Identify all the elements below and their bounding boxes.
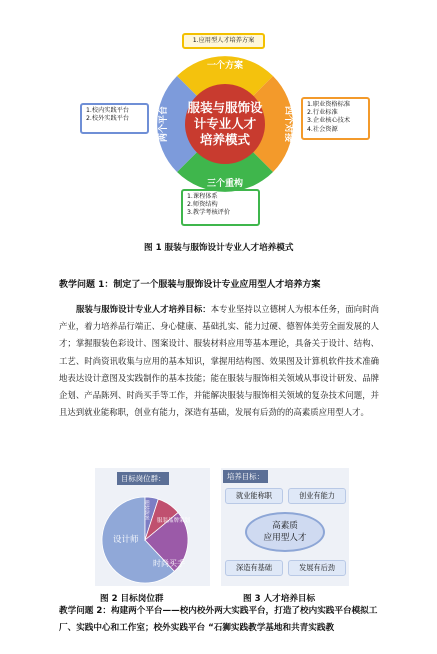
pie-label-2: 服装品牌策划 — [157, 518, 191, 524]
goal-lead: 服装与服饰设计专业人才培养目标： — [76, 304, 211, 314]
goal-item: 就业能称职 — [225, 488, 283, 504]
figure-3-caption: 图 3 人才培养目标 — [243, 594, 316, 604]
job-pie-chart — [95, 478, 210, 586]
platform-item: 1.校内实践平台 — [86, 107, 130, 114]
ring-label-left: 两个平台 — [159, 105, 169, 143]
platform-box — [80, 103, 149, 134]
pie-label-3: 服装陈列 — [143, 500, 149, 521]
goal-item: 深造有基础 — [225, 560, 283, 576]
reconstruct-item: 2.师资结构 — [187, 201, 218, 209]
center-text-line: 计专业人才 — [193, 116, 257, 131]
section-1-paragraph — [59, 301, 379, 421]
talent-oval — [245, 512, 325, 552]
center-text-line: 培养模式 — [199, 132, 251, 147]
reconstruct-item: 3.教学考核评价 — [187, 209, 231, 217]
pie-label-1: 时尚买手 — [153, 559, 185, 568]
docking-item: 1.职业资格标准 — [307, 101, 351, 108]
goal-item: 创业有能力 — [288, 488, 346, 504]
pie-label-0: 设计师 — [113, 535, 139, 545]
reconstruct-item: 1.课程体系 — [187, 193, 218, 200]
goal-item: 发展有后劲 — [288, 560, 346, 576]
figure-2-caption: 图 2 目标岗位群 — [100, 594, 164, 604]
docking-box — [301, 97, 370, 140]
ring-label-bottom: 三个重构 — [206, 179, 244, 189]
plan-box: 1.应用型人才培养方案 — [182, 33, 265, 49]
ring-label-right: 四个对接 — [283, 105, 293, 143]
job-group-title: 目标岗位群： — [117, 472, 169, 485]
docking-item: 3.企业核心技术 — [307, 117, 351, 125]
goal-body: 本专业坚持以立德树人为根本任务，面向时尚产业，着力培养品行端正、身心健康、基础扎实、能力过硬、德智体美劳全面发展的人才；掌握服装色彩设计、图案设计、服装材料应用等基本理论，具备关于设计、结构、工艺、时尚资讯收集与应用的基本知识，掌握用结构图、效果图及计算机软件技术准确地表达设计意图及实践制作的基本技能；能在服装与服饰相关领域从事设计研发、品牌企划、产品陈列、时尚买手等工作，并能解决服装与服饰相关领域的复杂技术问题，并且达到就业能称职，创业有能力，深造有基础，发展有后劲的的高素质应用型人才。 — [59, 304, 380, 418]
docking-item: 4.社会资源 — [307, 125, 338, 133]
talent-line: 高素质 — [272, 521, 298, 531]
section-2-text: 教学问题 2：构建两个平台——校内校外两大实践平台，打造了校内实践平台模拟工厂、实践中心和工作室；校外实践平台 “石狮实践教学基地和共青实践教 — [59, 606, 378, 633]
training-goal-title: 培养目标： — [223, 470, 268, 483]
talent-line: 应用型人才 — [263, 533, 307, 543]
section-1-heading: 教学问题 1：制定了一个服装与服饰设计专业应用型人才培养方案 — [59, 280, 321, 290]
ring-label-top: 一个方案 — [206, 61, 244, 71]
ring-diagram — [145, 48, 305, 193]
figure-1-caption: 图 1 服装与服饰设计专业人才培养模式 — [144, 243, 294, 253]
docking-item: 2.行业标准 — [307, 109, 338, 117]
reconstruct-box — [181, 189, 260, 226]
platform-item: 2.校外实践平台 — [86, 115, 130, 123]
center-text-line: 服装与服饰设 — [187, 100, 263, 115]
